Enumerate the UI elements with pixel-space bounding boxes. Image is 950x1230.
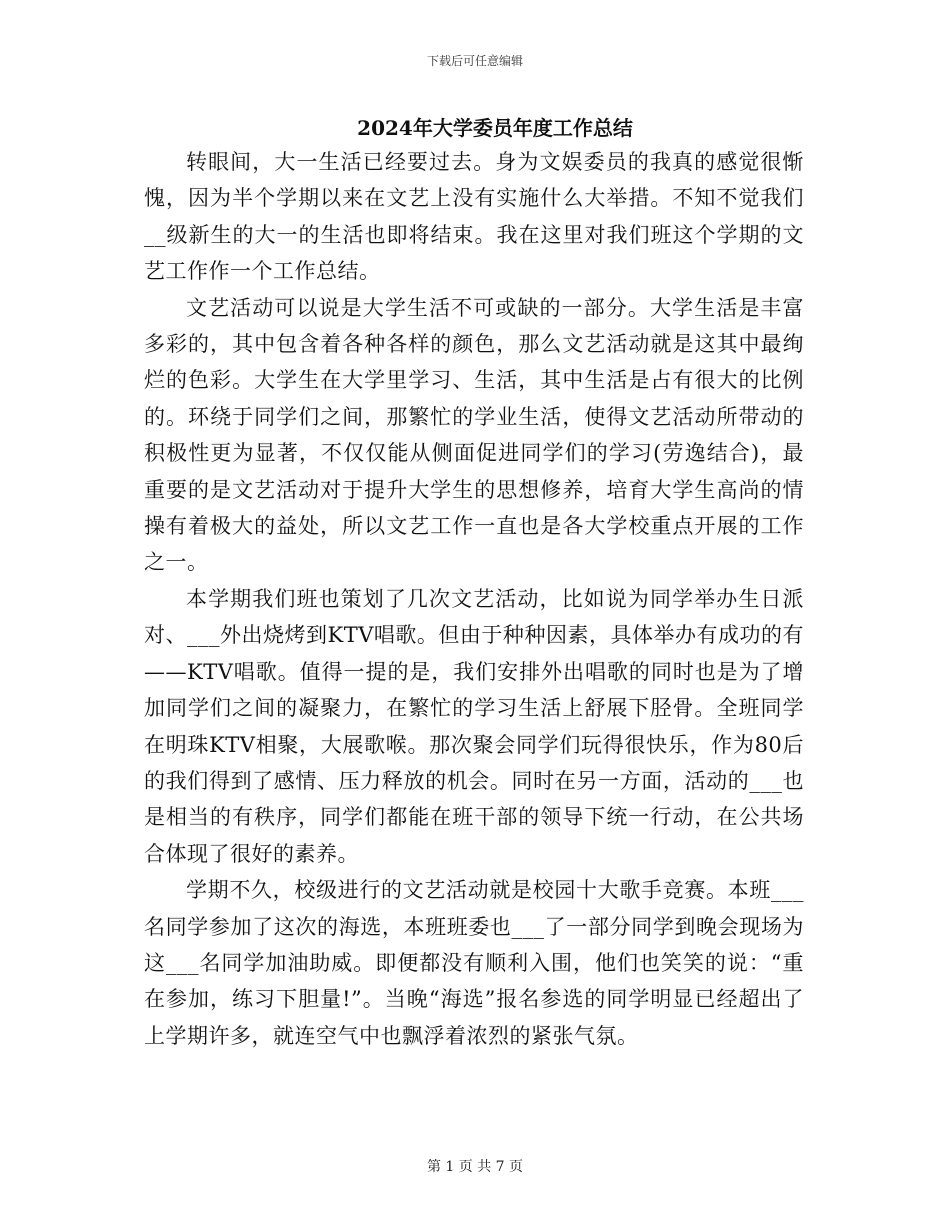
- page-number: 第 1 页 共 7 页: [426, 1159, 524, 1175]
- paragraph: 本学期我们班也策划了几次文艺活动，比如说为同学举办生日派对、___外出烧烤到KTV唱歌。但由于种种因素，具体举办有成功的有——KTV唱歌。值得一提的是，我们安排外出唱歌的同时也是为了增加同学们之间的凝聚力，在繁忙的学习生活上舒展下胫骨。全班同学在明珠KTV相聚，大展歌喉。那次聚会同学们玩得很快乐，作为80后的我们得到了感情、压力释放的机会。同时在另一方面，活动的___也是相当的有秩序，同学们都能在班干部的领导下统一行动，在公共场合体现了很好的素养。: [144, 586, 804, 866]
- document-body: [144, 144, 804, 1054]
- document-title: 2024年大学委员年度工作总结: [357, 116, 633, 140]
- header-note: 下载后可任意编辑: [426, 54, 523, 68]
- paragraph: 学期不久，校级进行的文艺活动就是校园十大歌手竞赛。本班___名同学参加了这次的海选，本班班委也___了一部分同学到晚会现场为这___名同学加油助威。即便都没有顺利入围，他们也笑笑的说：“重在参加，练习下胆量!”。当晚“海选”报名参选的同学明显已经超出了上学期许多，就连空气中也飘浮着浓烈的紧张气氛。: [144, 878, 804, 1048]
- paragraph: 转眼间，大一生活已经要过去。身为文娱委员的我真的感觉很惭愧，因为半个学期以来在文艺上没有实施什么大举措。不知不觉我们__级新生的大一的生活也即将结束。我在这里对我们班这个学期的文艺工作作一个工作总结。: [144, 150, 804, 284]
- paragraph: 文艺活动可以说是大学生活不可或缺的一部分。大学生活是丰富多彩的，其中包含着各种各样的颜色，那么文艺活动就是这其中最绚烂的色彩。大学生在大学里学习、生活，其中生活是占有很大的比例的。环绕于同学们之间，那繁忙的学业生活，使得文艺活动所带动的积极性更为显著，不仅仅能从侧面促进同学们的学习(劳逸结合)，最重要的是文艺活动对于提升大学生的思想修养，培育大学生高尚的情操有着极大的益处，所以文艺工作一直也是各大学校重点开展的工作之一。: [144, 295, 804, 575]
